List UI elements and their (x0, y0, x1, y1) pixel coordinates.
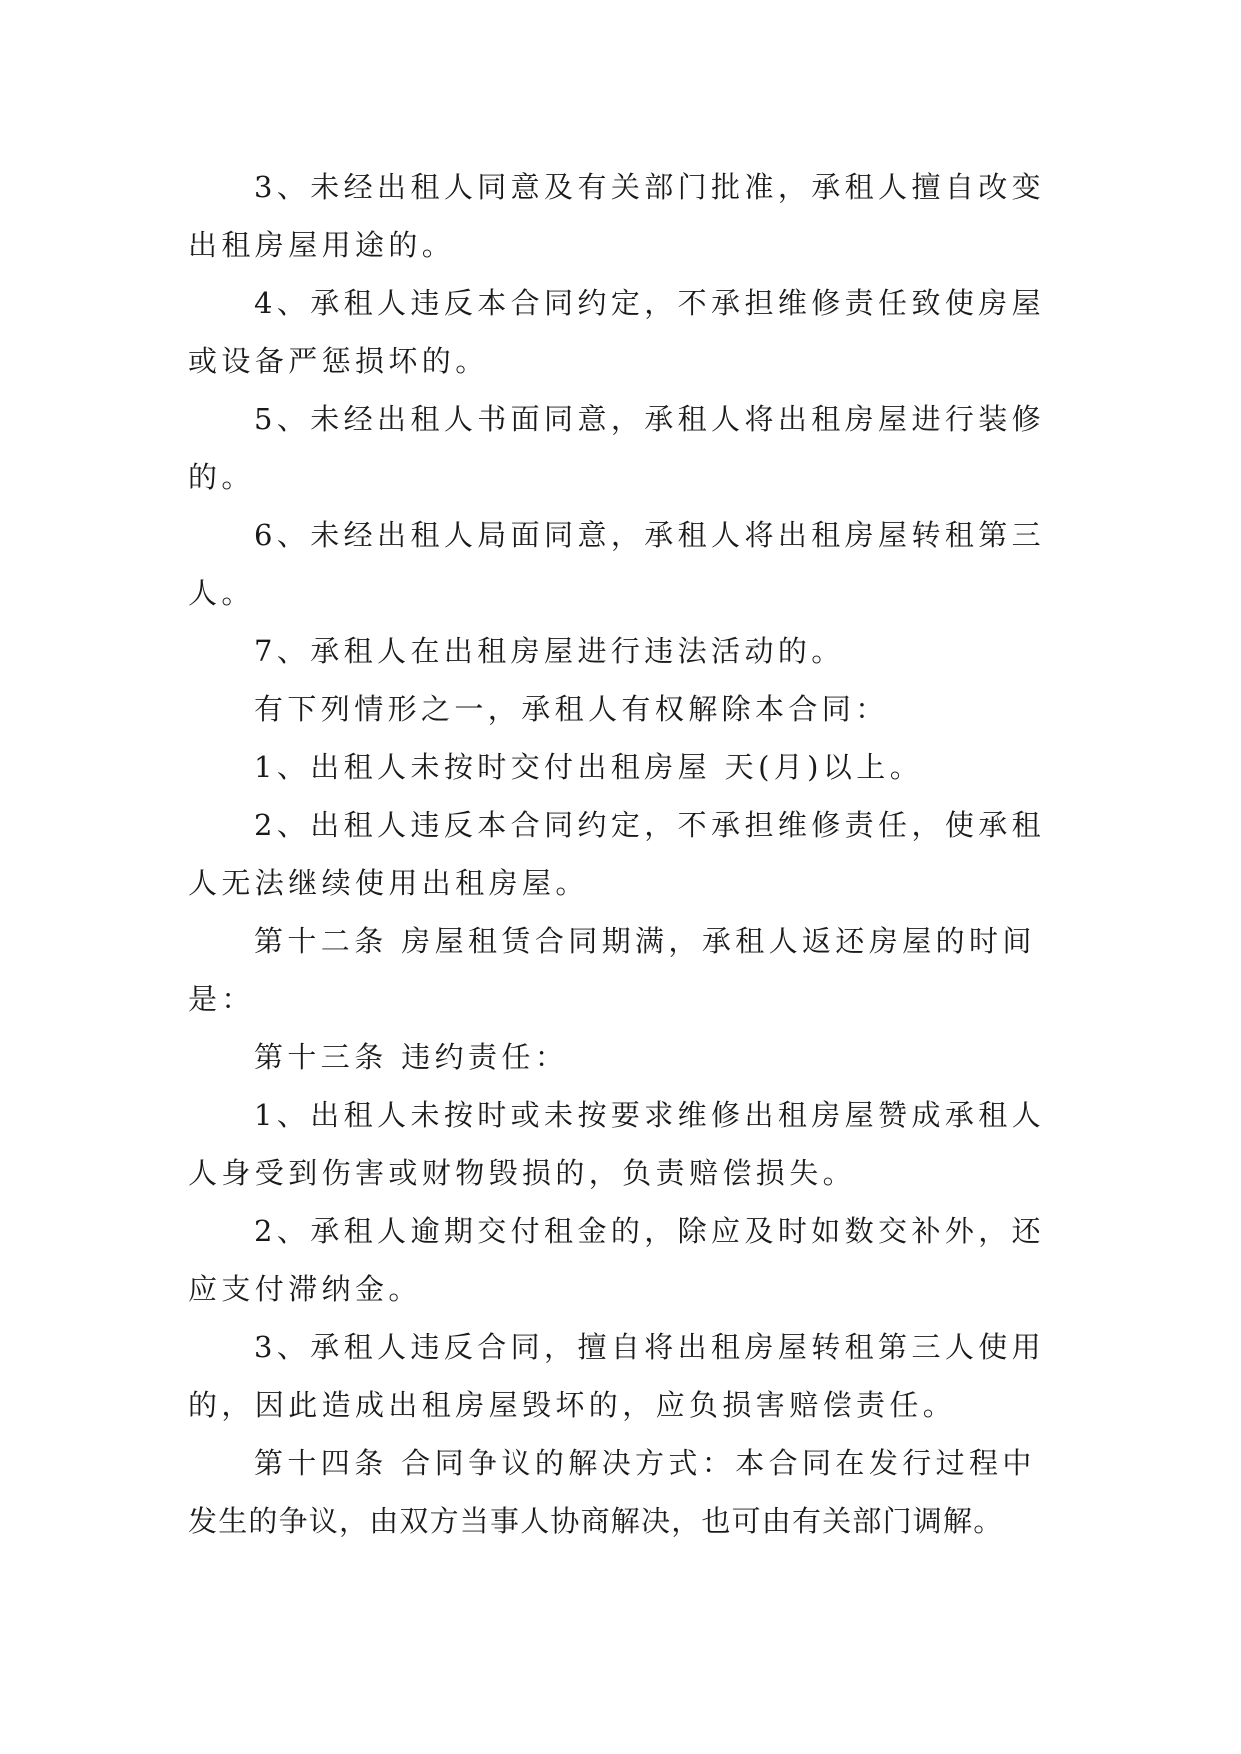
text-line: 应支付滞纳金。 (188, 1272, 422, 1306)
text-line: 的。 (188, 460, 255, 494)
text-line: 2、出租人违反本合同约定，不承担维修责任，使承租 (254, 808, 1046, 842)
text-line: 发生的争议，由双方当事人协商解决，也可由有关部门调解。 (188, 1504, 1004, 1538)
text-line: 6、未经出租人局面同意，承租人将出租房屋转租第三 (254, 518, 1046, 552)
text-line: 人身受到伤害或财物毁损的，负责赔偿损失。 (188, 1156, 857, 1190)
text-line: 出租房屋用途的。 (188, 228, 456, 262)
text-line: 1、出租人未按时或未按要求维修出租房屋赞成承租人 (254, 1098, 1046, 1132)
text-line: 1、出租人未按时交付出租房屋 天(月)以上。 (254, 750, 924, 784)
text-line: 2、承租人逾期交付租金的，除应及时如数交补外，还 (254, 1214, 1046, 1248)
paragraph-liability-1 (188, 1086, 1058, 1202)
document-body (188, 158, 1058, 1550)
text-line: 或设备严惩损坏的。 (188, 344, 489, 378)
paragraph-termination-1 (188, 738, 1058, 796)
text-line: 第十三条 违约责任： (254, 1040, 569, 1074)
text-line: 5、未经出租人书面同意，承租人将出租房屋进行装修 (254, 402, 1046, 436)
text-line: 4、承租人违反本合同约定，不承担维修责任致使房屋 (254, 286, 1046, 320)
text-line: 3、承租人违反合同，擅自将出租房屋转租第三人使用 (254, 1330, 1046, 1364)
paragraph-article-12 (188, 912, 1058, 1028)
paragraph-clause-7 (188, 622, 1058, 680)
paragraph-termination-2 (188, 796, 1058, 912)
text-line: 第十二条 房屋租赁合同期满，承租人返还房屋的时间 (254, 924, 1036, 958)
paragraph-liability-2 (188, 1202, 1058, 1318)
text-line: 7、承租人在出租房屋进行违法活动的。 (254, 634, 845, 668)
text-line: 人无法继续使用出租房屋。 (188, 866, 589, 900)
paragraph-liability-3 (188, 1318, 1058, 1434)
text-line: 第十四条 合同争议的解决方式：本合同在发行过程中 (254, 1446, 1036, 1480)
paragraph-clause-5 (188, 390, 1058, 506)
paragraph-clause-3 (188, 158, 1058, 274)
text-line: 3、未经出租人同意及有关部门批准，承租人擅自改变 (254, 170, 1046, 204)
paragraph-termination-intro (188, 680, 1058, 738)
text-line: 的，因此造成出租房屋毁坏的，应负损害赔偿责任。 (188, 1388, 957, 1422)
text-line: 人。 (188, 576, 255, 610)
text-line: 是： (188, 982, 255, 1016)
paragraph-article-14 (188, 1434, 1058, 1550)
paragraph-clause-6 (188, 506, 1058, 622)
paragraph-article-13 (188, 1028, 1058, 1086)
paragraph-clause-4 (188, 274, 1058, 390)
text-line: 有下列情形之一，承租人有权解除本合同： (254, 692, 889, 726)
